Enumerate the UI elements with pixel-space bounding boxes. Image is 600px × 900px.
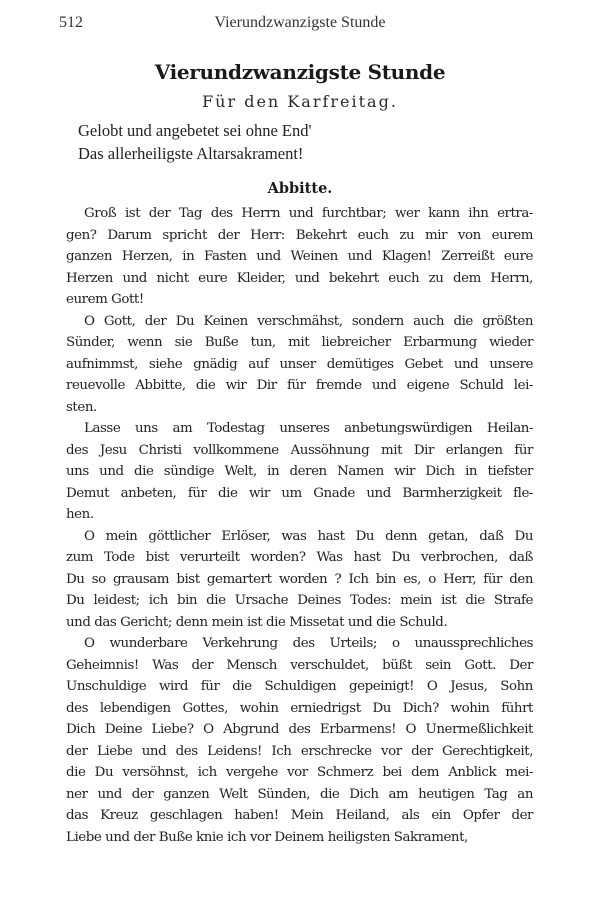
text-line: Liebe und der Buße knie ich vor Deinem heiligsten Sakrament, — [66, 829, 468, 845]
chapter-title: Vierundzwanzigste Stunde — [154, 60, 446, 84]
text-line: Du so grausam bist gemartert worden ? Ich bin es, o Herr, für den — [66, 571, 533, 587]
text-line: Dich Deine Liebe? O Abgrund des Erbarmens! O Unermeßlichkeit — [66, 722, 533, 737]
verse-line: Gelobt und angebetet sei ohne End' — [78, 121, 312, 140]
text-line: ner und der ganzen Welt Sünden, die Dich am heutigen Tag an — [66, 786, 533, 802]
text-line: zum Tode bist verurteilt worden? Was hast Du verbrochen, daß — [66, 550, 533, 565]
text-line: Unschuldige wird für die Schuldigen gepeinigt! O Jesus, Sohn — [66, 679, 533, 694]
text-line: des lebendigen Gottes, wohin erniedrigst Du Dich? wohin führt — [66, 700, 533, 716]
paragraph — [66, 633, 533, 848]
text-line: Sünder, wenn sie Buße tun, mit liebreicher Erbarmung wieder — [66, 335, 533, 350]
paragraph — [66, 526, 533, 634]
text-line: reuevolle Abbitte, die wir Dir für fremde und eigene Schuld lei- — [66, 378, 533, 393]
paragraph — [66, 418, 533, 526]
text-line: und das Gericht; denn mein ist die Missetat und die Schuld. — [66, 614, 448, 630]
text-line: ganzen Herzen, in Fasten und Weinen und Klagen! Zerreißt eure — [66, 249, 533, 264]
text-line: aufnimmst, siehe gnädig auf unser demütiges Gebet und unsere — [66, 356, 533, 372]
text-line: Groß ist der Tag des Herrn und furchtbar; wer kann ihn ertra- — [84, 206, 533, 221]
body-text — [66, 203, 533, 848]
text-line: die Du versöhnst, ich vergehe vor Schmerz bei dem Anblick mei- — [66, 765, 533, 780]
text-line: des Jesu Christi vollkommene Aussöhnung mit Dir erlangen für — [66, 442, 533, 458]
text-line: Geheimnis! Was der Mensch verschuldet, büßt sein Gott. Der — [66, 657, 533, 673]
paragraph — [66, 311, 533, 419]
text-line: Herzen und nicht eure Kleider, und bekehrt euch zu dem Herrn, — [66, 270, 533, 286]
text-line: hen. — [66, 507, 94, 522]
running-header — [0, 14, 600, 36]
text-line: O wunderbare Verkehrung des Urteils; o unaussprechliches — [84, 636, 533, 651]
page-number: 512 — [59, 14, 83, 31]
paragraph — [66, 203, 533, 311]
running-title: Vierundzwanzigste Stunde — [214, 14, 386, 31]
text-line: uns und die sündige Welt, in deren Namen wir Dich in tiefster — [66, 464, 533, 479]
text-line: O Gott, der Du Keinen verschmähst, sondern auch die größten — [84, 313, 533, 329]
text-line: Lasse uns am Todestag unseres anbetungswürdigen Heilan- — [84, 421, 533, 436]
section-heading: Abbitte. — [267, 180, 333, 197]
text-line: O mein göttlicher Erlöser, was hast Du denn getan, daß Du — [84, 528, 533, 544]
text-line: Du leidest; ich bin die Ursache Deines Todes: mein ist die Strafe — [66, 593, 533, 608]
text-line: eurem Gott! — [66, 292, 144, 307]
text-line: sten. — [66, 399, 97, 415]
chapter-subtitle: Für den Karfreitag. — [202, 92, 398, 111]
text-line: der Liebe und des Leidens! Ich erschrecke vor der Gerechtigkeit, — [66, 743, 533, 759]
text-line: Demut anbeten, für die wir um Gnade und Barmherzigkeit fle- — [66, 485, 533, 501]
text-line: gen? Darum spricht der Herr: Bekehrt euch zu mir von eurem — [66, 227, 533, 243]
verse-line: Das allerheiligste Altarsakrament! — [78, 144, 304, 163]
text-line: das Kreuz geschlagen haben! Mein Heiland, als ein Opfer der — [66, 808, 533, 823]
